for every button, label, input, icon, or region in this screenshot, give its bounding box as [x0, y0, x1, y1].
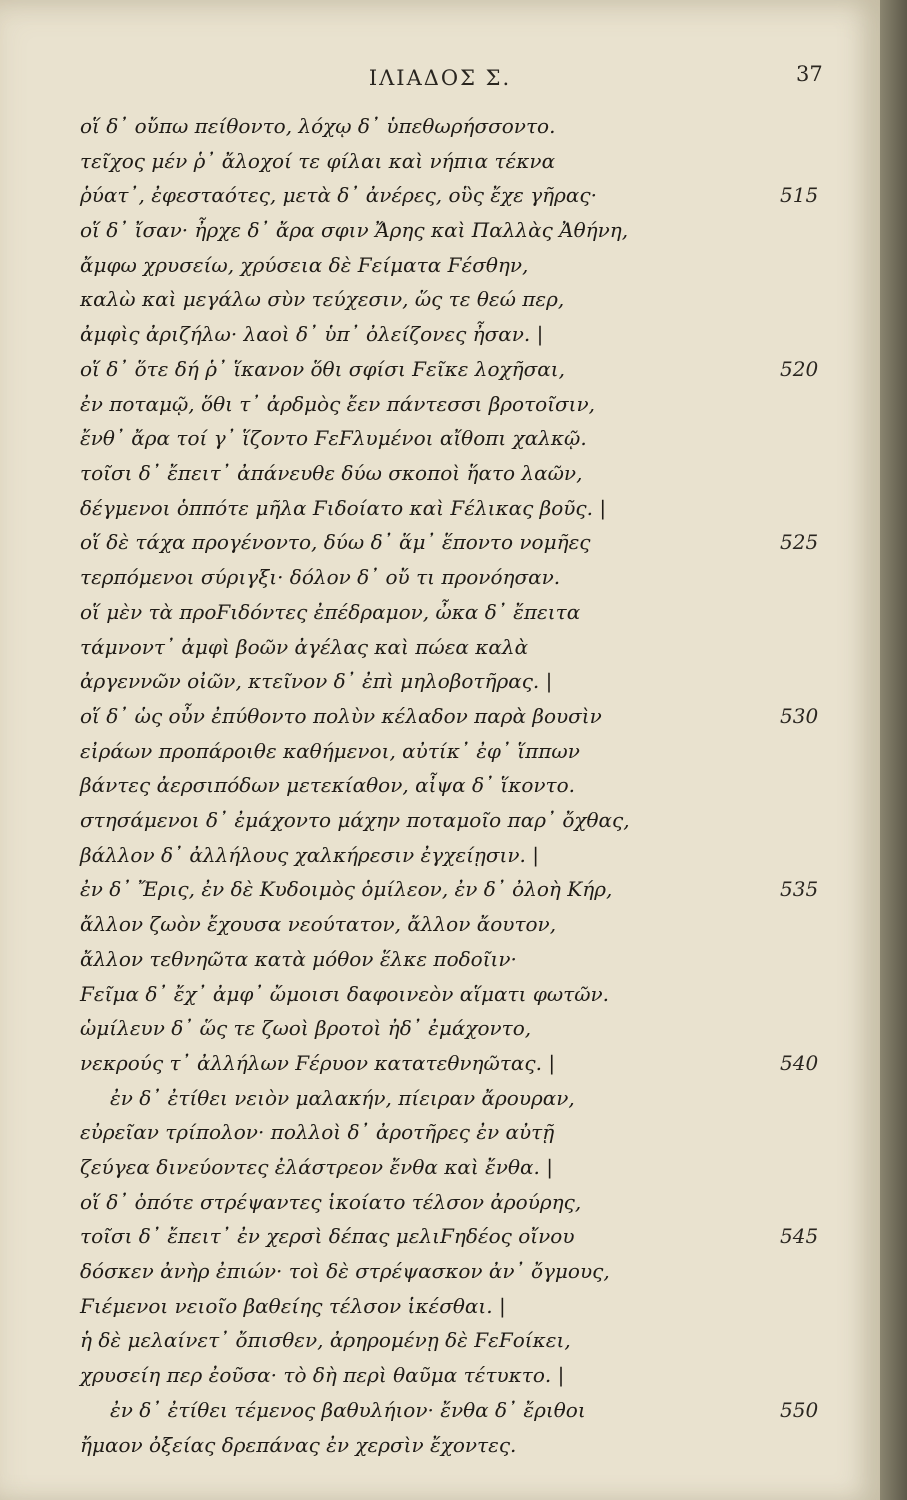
- verse-line: ἐν ποταμῷ, ὅθι τ᾽ ἀρδμὸς ἔεν πάντεσσι βροτοῖσιν,: [80, 392, 596, 416]
- verse-line: στησάμενοι δ᾽ ἐμάχοντο μάχην ποταμοῖο παρ᾽ ὄχθας,: [80, 808, 630, 832]
- verse-line: ἐν δ᾽ ἐτίθει τέμενος βαθυλήιον· ἔνθα δ᾽ ἔριθοι: [110, 1398, 586, 1422]
- verse-line: τάμνοντ᾽ ἀμφὶ βοῶν ἀγέλας καὶ πώεα καλὰ: [80, 635, 529, 659]
- verse-line: ἔνθ᾽ ἄρα τοί γ᾽ ἵζοντο ϜεϜλυμένοι αἴθοπι χαλκῷ.: [80, 426, 587, 450]
- page-edge: [880, 0, 907, 1500]
- verse-line: ἤμαον ὀξείας δρεπάνας ἐν χερσὶν ἔχοντες.: [80, 1433, 517, 1457]
- verse-line: ἀργεννῶν οἰῶν, κτεῖνον δ᾽ ἐπὶ μηλοβοτῆρας. |: [80, 669, 553, 693]
- verse-line: ἐν δ᾽ Ἔρις, ἐν δὲ Κυδοιμὸς ὁμίλεον, ἐν δ᾽ ὀλοὴ Κήρ,: [80, 877, 613, 901]
- verse-line: οἵ δ᾽ ὅτε δή ῥ᾽ ἵκανον ὅθι σφίσι Ϝεῖκε λοχῆσαι,: [80, 357, 565, 381]
- line-number: 550: [780, 1398, 819, 1422]
- verse-line: ἀμφὶς ἀριζήλω· λαοὶ δ᾽ ὑπ᾽ ὀλείζονες ἦσαν. |: [80, 322, 544, 346]
- verse-line: δόσκεν ἀνὴρ ἐπιών· τοὶ δὲ στρέψασκον ἀν᾽ ὄγμους,: [80, 1259, 610, 1283]
- verse-line: βάλλον δ᾽ ἀλλήλους χαλκήρεσιν ἐγχείῃσιν. |: [80, 843, 540, 867]
- verse-line: Ϝεῖμα δ᾽ ἔχ᾽ ἀμφ᾽ ὤμοισι δαφοινεὸν αἵματι φωτῶν.: [80, 982, 610, 1006]
- verse-line: οἵ δ᾽ ἴσαν· ἦρχε δ᾽ ἄρα σφιν Ἄρης καὶ Παλλὰς Ἀθήνη,: [80, 218, 629, 242]
- line-number: 520: [780, 357, 819, 381]
- verse-line: Ϝιέμενοι νειοῖο βαθείης τέλσον ἱκέσθαι. |: [80, 1294, 506, 1318]
- verse-line: οἵ μὲν τὰ προϜιδόντες ἐπέδραμον, ὦκα δ᾽ ἔπειτα: [80, 600, 581, 624]
- verse-line: ζεύγεα δινεύοντες ἐλάστρεον ἔνθα καὶ ἔνθα. |: [80, 1155, 553, 1179]
- line-number: 515: [780, 183, 819, 207]
- verse-line: εὐρεῖαν τρίπολον· πολλοὶ δ᾽ ἀροτῆρες ἐν αὐτῇ: [80, 1120, 555, 1144]
- page-number: 37: [796, 62, 823, 86]
- verse-line: ἄμφω χρυσείω, χρύσεια δὲ Ϝείματα Ϝέσθην,: [80, 253, 529, 277]
- verse-line: ἄλλον τεθνηῶτα κατὰ μόθον ἕλκε ποδοῖιν·: [80, 947, 517, 971]
- line-number: 530: [780, 704, 819, 728]
- verse-line: ἄλλον ζωὸν ἔχουσα νεούτατον, ἄλλον ἄουτον,: [80, 912, 557, 936]
- verse-line: τεῖχος μέν ῥ᾽ ἄλοχοί τε φίλαι καὶ νήπια τέκνα: [80, 149, 556, 173]
- verse-line: νεκρούς τ᾽ ἀλλήλων Ϝέρυον κατατεθνηῶτας. |: [80, 1051, 556, 1075]
- line-number: 545: [780, 1224, 819, 1248]
- verse-line: ἡ δὲ μελαίνετ᾽ ὄπισθεν, ἀρηρομένῃ δὲ ϜεϜοίκει,: [80, 1328, 571, 1352]
- verse-line: εἰράων προπάροιθε καθήμενοι, αὐτίκ᾽ ἐφ᾽ ἵππων: [80, 739, 580, 763]
- verse-line: οἵ δ᾽ ὡς οὖν ἐπύθοντο πολὺν κέλαδον παρὰ βουσὶν: [80, 704, 602, 728]
- verse-line: ὡμίλευν δ᾽ ὥς τε ζωοὶ βροτοὶ ἠδ᾽ ἐμάχοντο,: [80, 1016, 532, 1040]
- verse-line: τοῖσι δ᾽ ἔπειτ᾽ ἀπάνευθε δύω σκοποὶ ἥατο λαῶν,: [80, 461, 583, 485]
- verse-line: ἐν δ᾽ ἐτίθει νειὸν μαλακήν, πίειραν ἄρουραν,: [110, 1086, 575, 1110]
- verse-line: οἵ δ᾽ ὁπότε στρέψαντες ἱκοίατο τέλσον ἀρούρης,: [80, 1190, 582, 1214]
- line-number: 535: [780, 877, 819, 901]
- verse-line: χρυσείη περ ἐοῦσα· τὸ δὴ περὶ θαῦμα τέτυκτο. |: [80, 1363, 565, 1387]
- verse-line: οἵ δ᾽ οὔπω πείθοντο, λόχῳ δ᾽ ὑπεθωρήσσοντο.: [80, 114, 556, 138]
- verse-line: τοῖσι δ᾽ ἔπειτ᾽ ἐν χερσὶ δέπας μελιϜηδέος οἴνου: [80, 1224, 575, 1248]
- verse-line: τερπόμενοι σύριγξι· δόλον δ᾽ οὔ τι προνόησαν.: [80, 565, 561, 589]
- line-number: 540: [780, 1051, 819, 1075]
- verse-line: ῥύατ᾽, ἐφεσταότες, μετὰ δ᾽ ἀνέρες, οὓς ἔχε γῆρας·: [80, 183, 597, 207]
- running-head-title: ΙΛΙΑΔΟΣ Σ.: [368, 66, 512, 90]
- verse-line: βάντες ἀερσιπόδων μετεκίαθον, αἶψα δ᾽ ἵκοντο.: [80, 773, 575, 797]
- verse-line: δέγμενοι ὁππότε μῆλα Ϝιδοίατο καὶ Ϝέλικας βοῦς. |: [80, 496, 607, 520]
- verse-line: καλὼ καὶ μεγάλω σὺν τεύχεσιν, ὥς τε θεώ περ,: [80, 287, 565, 311]
- line-number: 525: [780, 530, 819, 554]
- verse-line: οἵ δὲ τάχα προγένοντο, δύω δ᾽ ἅμ᾽ ἕποντο νομῆες: [80, 530, 591, 554]
